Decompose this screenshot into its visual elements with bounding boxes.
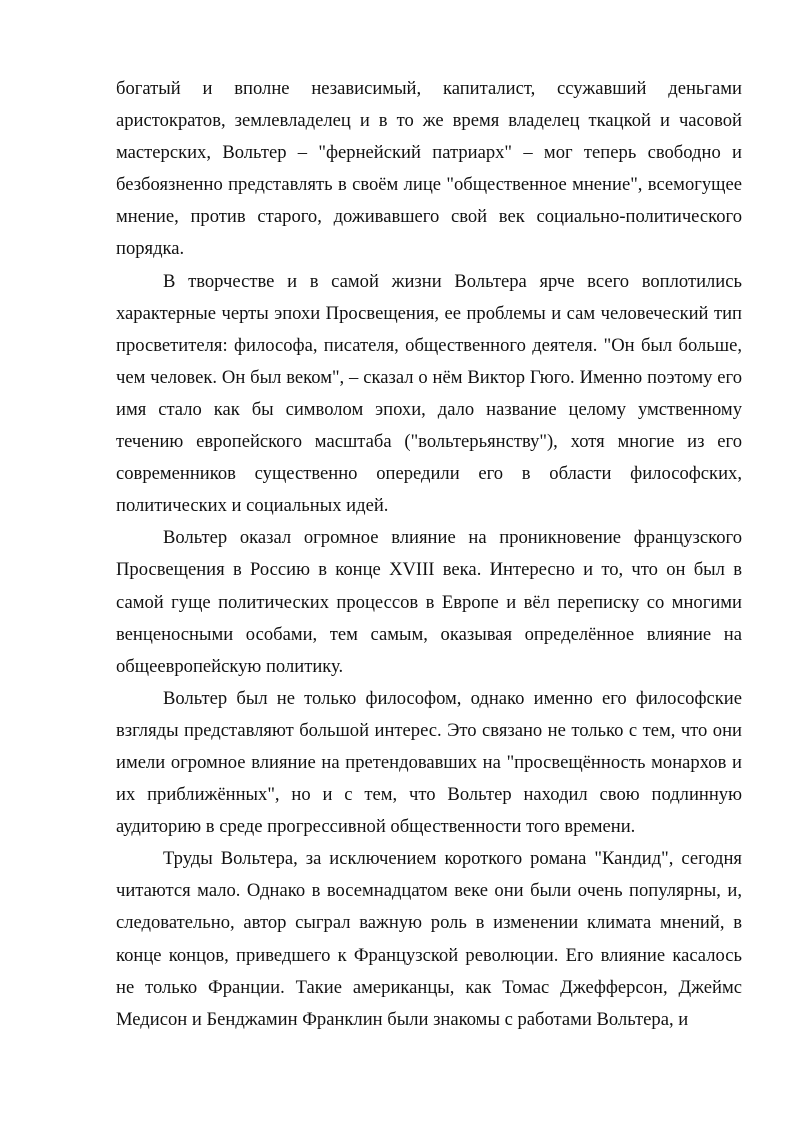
paragraph-continuation: богатый и вполне независимый, капиталист, ссужавший деньгами аристократов, землевладелец и в то же время владелец ткацкой и часовой мастерских, Вольтер – "фернейский патриарх" – мог теперь свободно и безбоязненно представлять в своём лице "общественное мнение", всемогущее мнение, против старого, доживавшего свой век социально-политического порядка.	[116, 78, 742, 260]
paragraph-voltaire-enlightenment: В творчестве и в самой жизни Вольтера ярче всего воплотились характерные черты эпохи Просвещения, ее проблемы и сам человеческий тип просветителя: философа, писателя, общественного деятеля. "Он был больше, чем человек. Он был веком", – сказал о нём Виктор Гюго. Именно поэтому его имя стало как бы символом эпохи, дало название целому умственному течению европейского масштаба ("вольтерьянству"), хотя многие из его современников существенно опередили его в области философских, политических и социальных идей.	[116, 270, 742, 517]
paragraph-voltaire-works: Труды Вольтера, за исключением короткого романа "Кандид", сегодня читаются мало. Однако в восемнадцатом веке они были очень популярны, и, следовательно, автор сыграл важную роль в изменении климата мнений, в конце концов, приведшего к Французской революции. Его влияние касалось не только Франции. Такие американцы, как Томас Джефферсон, Джеймс Медисон и Бенджамин Франклин были знакомы с работами Вольтера, и	[116, 848, 742, 1030]
paragraph-voltaire-philosophy: Вольтер был не только философом, однако именно его философские взгляды представляют большой интерес. Это связано не только с тем, что они имели огромное влияние на претендовавших на "просвещённость монархов и их приближённых", но и с тем, что Вольтер находил свою подлинную аудиторию в среде прогрессивной общественности того времени.	[116, 687, 742, 838]
body-text	[116, 73, 742, 1036]
paragraph-voltaire-russia: Вольтер оказал огромное влияние на проникновение французского Просвещения в Россию в конце XVIII века. Интересно и то, что он был в самой гуще политических процессов в Европе и вёл переписку со многими венценосными особами, тем самым, оказывая определённое влияние на общеевропейскую политику.	[116, 527, 742, 677]
